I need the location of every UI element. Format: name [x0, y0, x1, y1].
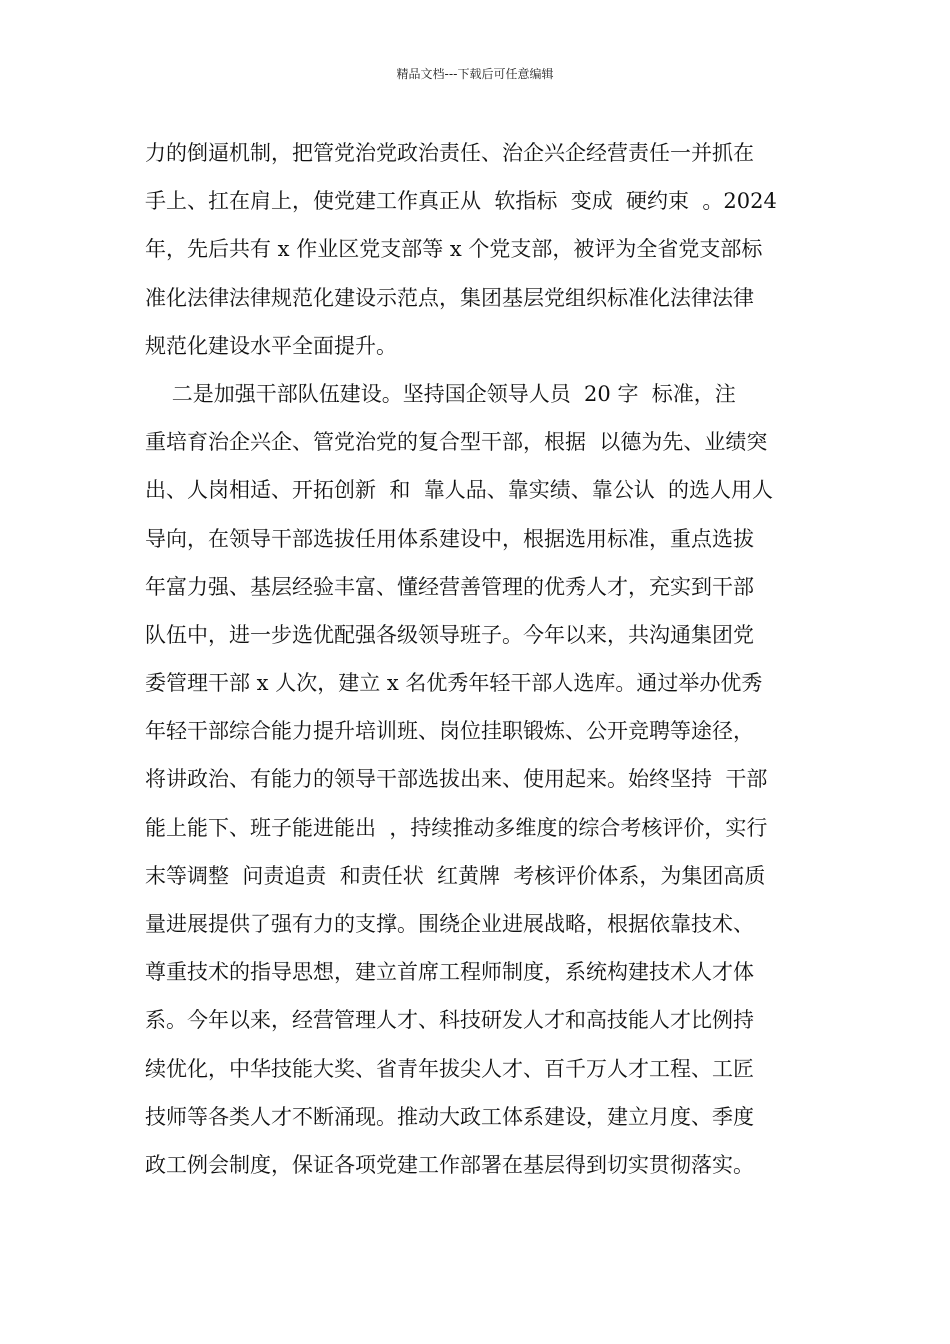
text-line: 续优化，中华技能大奖、省青年拔尖人才、百千万人才工程、工匠 — [145, 1056, 754, 1081]
text-line: 规范化建设水平全面提升。 — [145, 333, 397, 358]
text-line: 年富力强、基层经验丰富、懂经营善管理的优秀人才，充实到干部 — [145, 574, 754, 599]
page-header: 精品文档---下载后可任意编辑 — [396, 67, 554, 81]
text-line: 队伍中，进一步选优配强各级领导班子。今年以来，共沟通集团党 — [145, 622, 754, 647]
text-line: 量进展提供了强有力的支撑。围绕企业进展战略，根据依靠技术、 — [145, 912, 754, 936]
text-line: 政工例会制度，保证各项党建工作部署在基层得到切实贯彻落实。 — [145, 1152, 754, 1177]
text-line: 年轻干部综合能力提升培训班、岗位挂职锻炼、公开竞聘等途径， — [145, 719, 754, 744]
text-line: 能上能下、班子能进能出 ，持续推动多维度的综合考核评价，实行 — [145, 815, 768, 840]
text-line: 手上、扛在肩上，使党建工作真正从 软指标 变成 硬约束 。2024 — [145, 189, 777, 214]
text-line: 末等调整 问责追责 和责任状 红黄牌 考核评价体系，为集团高质 — [145, 863, 766, 888]
text-line: 二是加强干部队伍建设。坚持国企领导人员 20 字 标准，注 — [145, 381, 736, 406]
text-line: 委管理干部 x 人次，建立 x 名优秀年轻干部人选库。通过举办优秀 — [145, 671, 763, 696]
text-line: 力的倒逼机制，把管党治党政治责任、治企兴企经营责任一并抓在 — [145, 141, 754, 165]
text-line: 技师等各类人才不断涌现。推动大政工体系建设，建立月度、季度 — [145, 1104, 754, 1129]
text-line: 将讲政治、有能力的领导干部选拔出来、使用起来。始终坚持 干部 — [145, 767, 768, 792]
text-line: 尊重技术的指导思想，建立首席工程师制度，系统构建技术人才体 — [145, 960, 754, 985]
text-line: 出、人岗相适、开拓创新 和 靠人品、靠实绩、靠公认 的选人用人 — [145, 478, 774, 503]
text-line: 准化法律法律规范化建设示范点，集团基层党组织标准化法律法律 — [145, 285, 754, 310]
text-line: 重培育治企兴企、管党治党的复合型干部，根据 以德为先、业绩突 — [145, 430, 768, 455]
document-body — [145, 133, 815, 1193]
text-line: 年，先后共有 x 作业区党支部等 x 个党支部，被评为全省党支部标 — [145, 237, 763, 262]
text-line: 导向，在领导干部选拔任用体系建设中，根据选用标准，重点选拔 — [145, 526, 754, 551]
text-line: 系。今年以来，经营管理人才、科技研发人才和高技能人才比例持 — [145, 1008, 754, 1033]
